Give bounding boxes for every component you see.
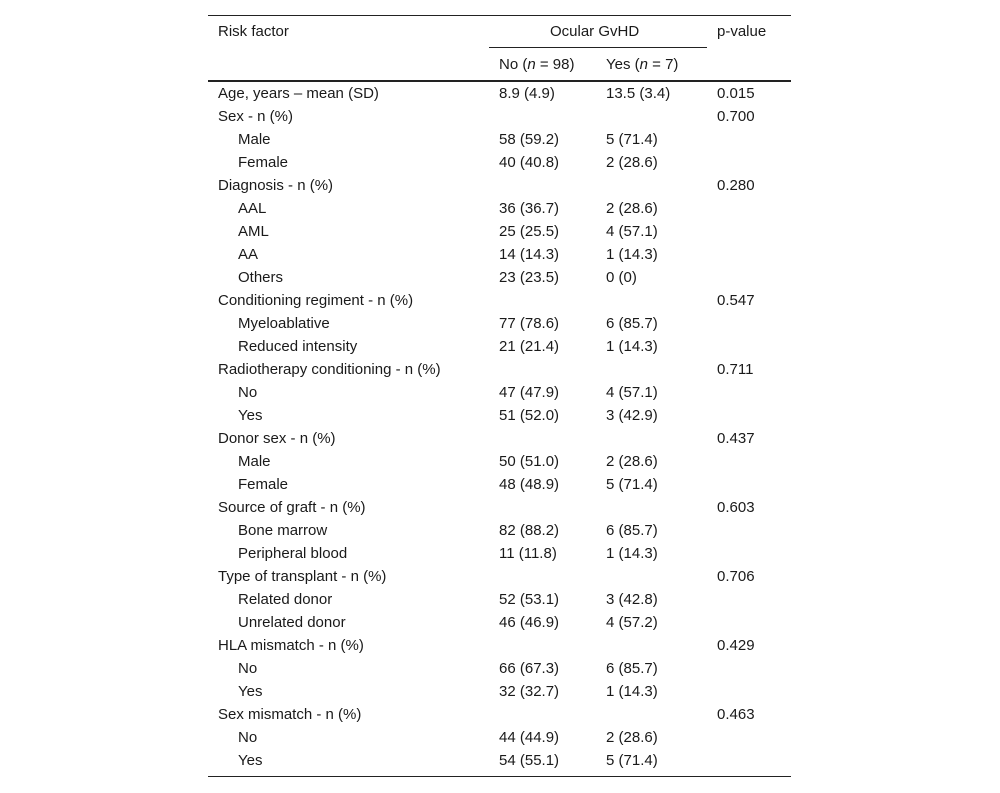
cell-no-gvhd: 40 (40.8) (499, 154, 560, 171)
cell-yes-gvhd: 5 (71.4) (606, 131, 658, 148)
cell-yes-gvhd: 2 (28.6) (606, 200, 658, 217)
row-label: Unrelated donor (238, 614, 346, 631)
cell-yes-gvhd: 4 (57.1) (606, 223, 658, 240)
row-label: No (238, 729, 258, 746)
cell-no-gvhd: 50 (51.0) (499, 453, 560, 470)
row-label: AAL (238, 200, 267, 217)
table-row (208, 705, 791, 728)
row-label: Sex - n (%) (218, 108, 294, 125)
table-row (208, 360, 791, 383)
row-label: Female (238, 476, 289, 493)
cell-p-value: 0.463 (717, 706, 755, 723)
table-row (208, 107, 791, 130)
cell-yes-gvhd: 1 (14.3) (606, 246, 658, 263)
table-row (208, 682, 791, 705)
cell-p-value: 0.015 (717, 85, 755, 102)
table-row (208, 383, 791, 406)
row-label: Peripheral blood (238, 545, 348, 562)
cell-no-gvhd: 51 (52.0) (499, 407, 560, 424)
header-yes-column: Yes (n = 7) (606, 56, 679, 73)
table-row (208, 84, 791, 107)
table-row (208, 590, 791, 613)
header-no-column: No (n = 98) (499, 56, 575, 73)
cell-no-gvhd: 21 (21.4) (499, 338, 560, 355)
cell-yes-gvhd: 13.5 (3.4) (606, 85, 671, 102)
table-row (208, 728, 791, 751)
cell-no-gvhd: 8.9 (4.9) (499, 85, 555, 102)
ocular-gvhd-group-rule (489, 47, 707, 48)
row-label: Radiotherapy conditioning - n (%) (218, 361, 441, 378)
row-label: Female (238, 154, 289, 171)
cell-no-gvhd: 14 (14.3) (499, 246, 560, 263)
table-row (208, 475, 791, 498)
row-label: Others (238, 269, 284, 286)
cell-yes-gvhd: 5 (71.4) (606, 476, 658, 493)
row-label: No (238, 660, 258, 677)
cell-yes-gvhd: 4 (57.2) (606, 614, 658, 631)
cell-no-gvhd: 52 (53.1) (499, 591, 560, 608)
cell-p-value: 0.706 (717, 568, 755, 585)
row-label: AML (238, 223, 269, 240)
table-row (208, 659, 791, 682)
row-label: AA (238, 246, 259, 263)
cell-yes-gvhd: 1 (14.3) (606, 683, 658, 700)
table-row (208, 337, 791, 360)
cell-no-gvhd: 66 (67.3) (499, 660, 560, 677)
cell-yes-gvhd: 3 (42.8) (606, 591, 658, 608)
row-label: HLA mismatch - n (%) (218, 637, 364, 654)
cell-p-value: 0.280 (717, 177, 755, 194)
cell-yes-gvhd: 1 (14.3) (606, 545, 658, 562)
row-label: Sex mismatch - n (%) (218, 706, 362, 723)
row-label: Source of graft - n (%) (218, 499, 366, 516)
cell-yes-gvhd: 4 (57.1) (606, 384, 658, 401)
table-row (208, 429, 791, 452)
table-row (208, 751, 791, 774)
cell-yes-gvhd: 0 (0) (606, 269, 637, 286)
table-row (208, 268, 791, 291)
table-row (208, 153, 791, 176)
cell-yes-gvhd: 6 (85.7) (606, 660, 658, 677)
cell-no-gvhd: 47 (47.9) (499, 384, 560, 401)
cell-yes-gvhd: 6 (85.7) (606, 315, 658, 332)
row-label: Myeloablative (238, 315, 330, 332)
header-risk-factor: Risk factor (218, 23, 289, 40)
cell-no-gvhd: 46 (46.9) (499, 614, 560, 631)
table-row (208, 199, 791, 222)
table-header (208, 15, 791, 81)
cell-p-value: 0.429 (717, 637, 755, 654)
row-label: Type of transplant - n (%) (218, 568, 387, 585)
row-label: Age, years – mean (SD) (218, 85, 379, 102)
table-row (208, 245, 791, 268)
cell-no-gvhd: 32 (32.7) (499, 683, 560, 700)
row-label: Male (238, 453, 271, 470)
table-row (208, 406, 791, 429)
row-label: Conditioning regiment - n (%) (218, 292, 414, 309)
cell-yes-gvhd: 2 (28.6) (606, 453, 658, 470)
cell-p-value: 0.700 (717, 108, 755, 125)
table-row (208, 567, 791, 590)
table-bottom-rule (208, 776, 791, 777)
table-row (208, 222, 791, 245)
row-label: No (238, 384, 258, 401)
table-row (208, 544, 791, 567)
row-label: Donor sex - n (%) (218, 430, 336, 447)
cell-yes-gvhd: 6 (85.7) (606, 522, 658, 539)
cell-p-value: 0.547 (717, 292, 755, 309)
cell-no-gvhd: 11 (11.8) (499, 545, 557, 562)
row-label: Bone marrow (238, 522, 328, 539)
table-row (208, 498, 791, 521)
table-row (208, 636, 791, 659)
cell-no-gvhd: 44 (44.9) (499, 729, 560, 746)
table-body (208, 84, 791, 774)
row-label: Male (238, 131, 271, 148)
row-label: Reduced intensity (238, 338, 358, 355)
cell-no-gvhd: 36 (36.7) (499, 200, 560, 217)
cell-yes-gvhd: 3 (42.9) (606, 407, 658, 424)
cell-no-gvhd: 54 (55.1) (499, 752, 560, 769)
cell-yes-gvhd: 1 (14.3) (606, 338, 658, 355)
row-label: Yes (238, 683, 263, 700)
table-row (208, 521, 791, 544)
cell-yes-gvhd: 5 (71.4) (606, 752, 658, 769)
row-label: Yes (238, 752, 263, 769)
cell-p-value: 0.437 (717, 430, 755, 447)
table-row (208, 613, 791, 636)
cell-no-gvhd: 23 (23.5) (499, 269, 560, 286)
cell-p-value: 0.603 (717, 499, 755, 516)
cell-no-gvhd: 58 (59.2) (499, 131, 560, 148)
cell-no-gvhd: 77 (78.6) (499, 315, 560, 332)
table-row (208, 176, 791, 199)
cell-no-gvhd: 82 (88.2) (499, 522, 560, 539)
cell-yes-gvhd: 2 (28.6) (606, 729, 658, 746)
cell-no-gvhd: 25 (25.5) (499, 223, 560, 240)
table-row (208, 130, 791, 153)
cell-yes-gvhd: 2 (28.6) (606, 154, 658, 171)
header-bottom-rule (208, 80, 791, 82)
header-p-value: p-value (717, 23, 767, 40)
row-label: Yes (238, 407, 263, 424)
header-ocular-gvhd: Ocular GvHD (550, 23, 640, 40)
row-label: Related donor (238, 591, 333, 608)
table-row (208, 314, 791, 337)
table-row (208, 291, 791, 314)
cell-no-gvhd: 48 (48.9) (499, 476, 560, 493)
table-row (208, 452, 791, 475)
row-label: Diagnosis - n (%) (218, 177, 334, 194)
cell-p-value: 0.711 (717, 361, 754, 378)
